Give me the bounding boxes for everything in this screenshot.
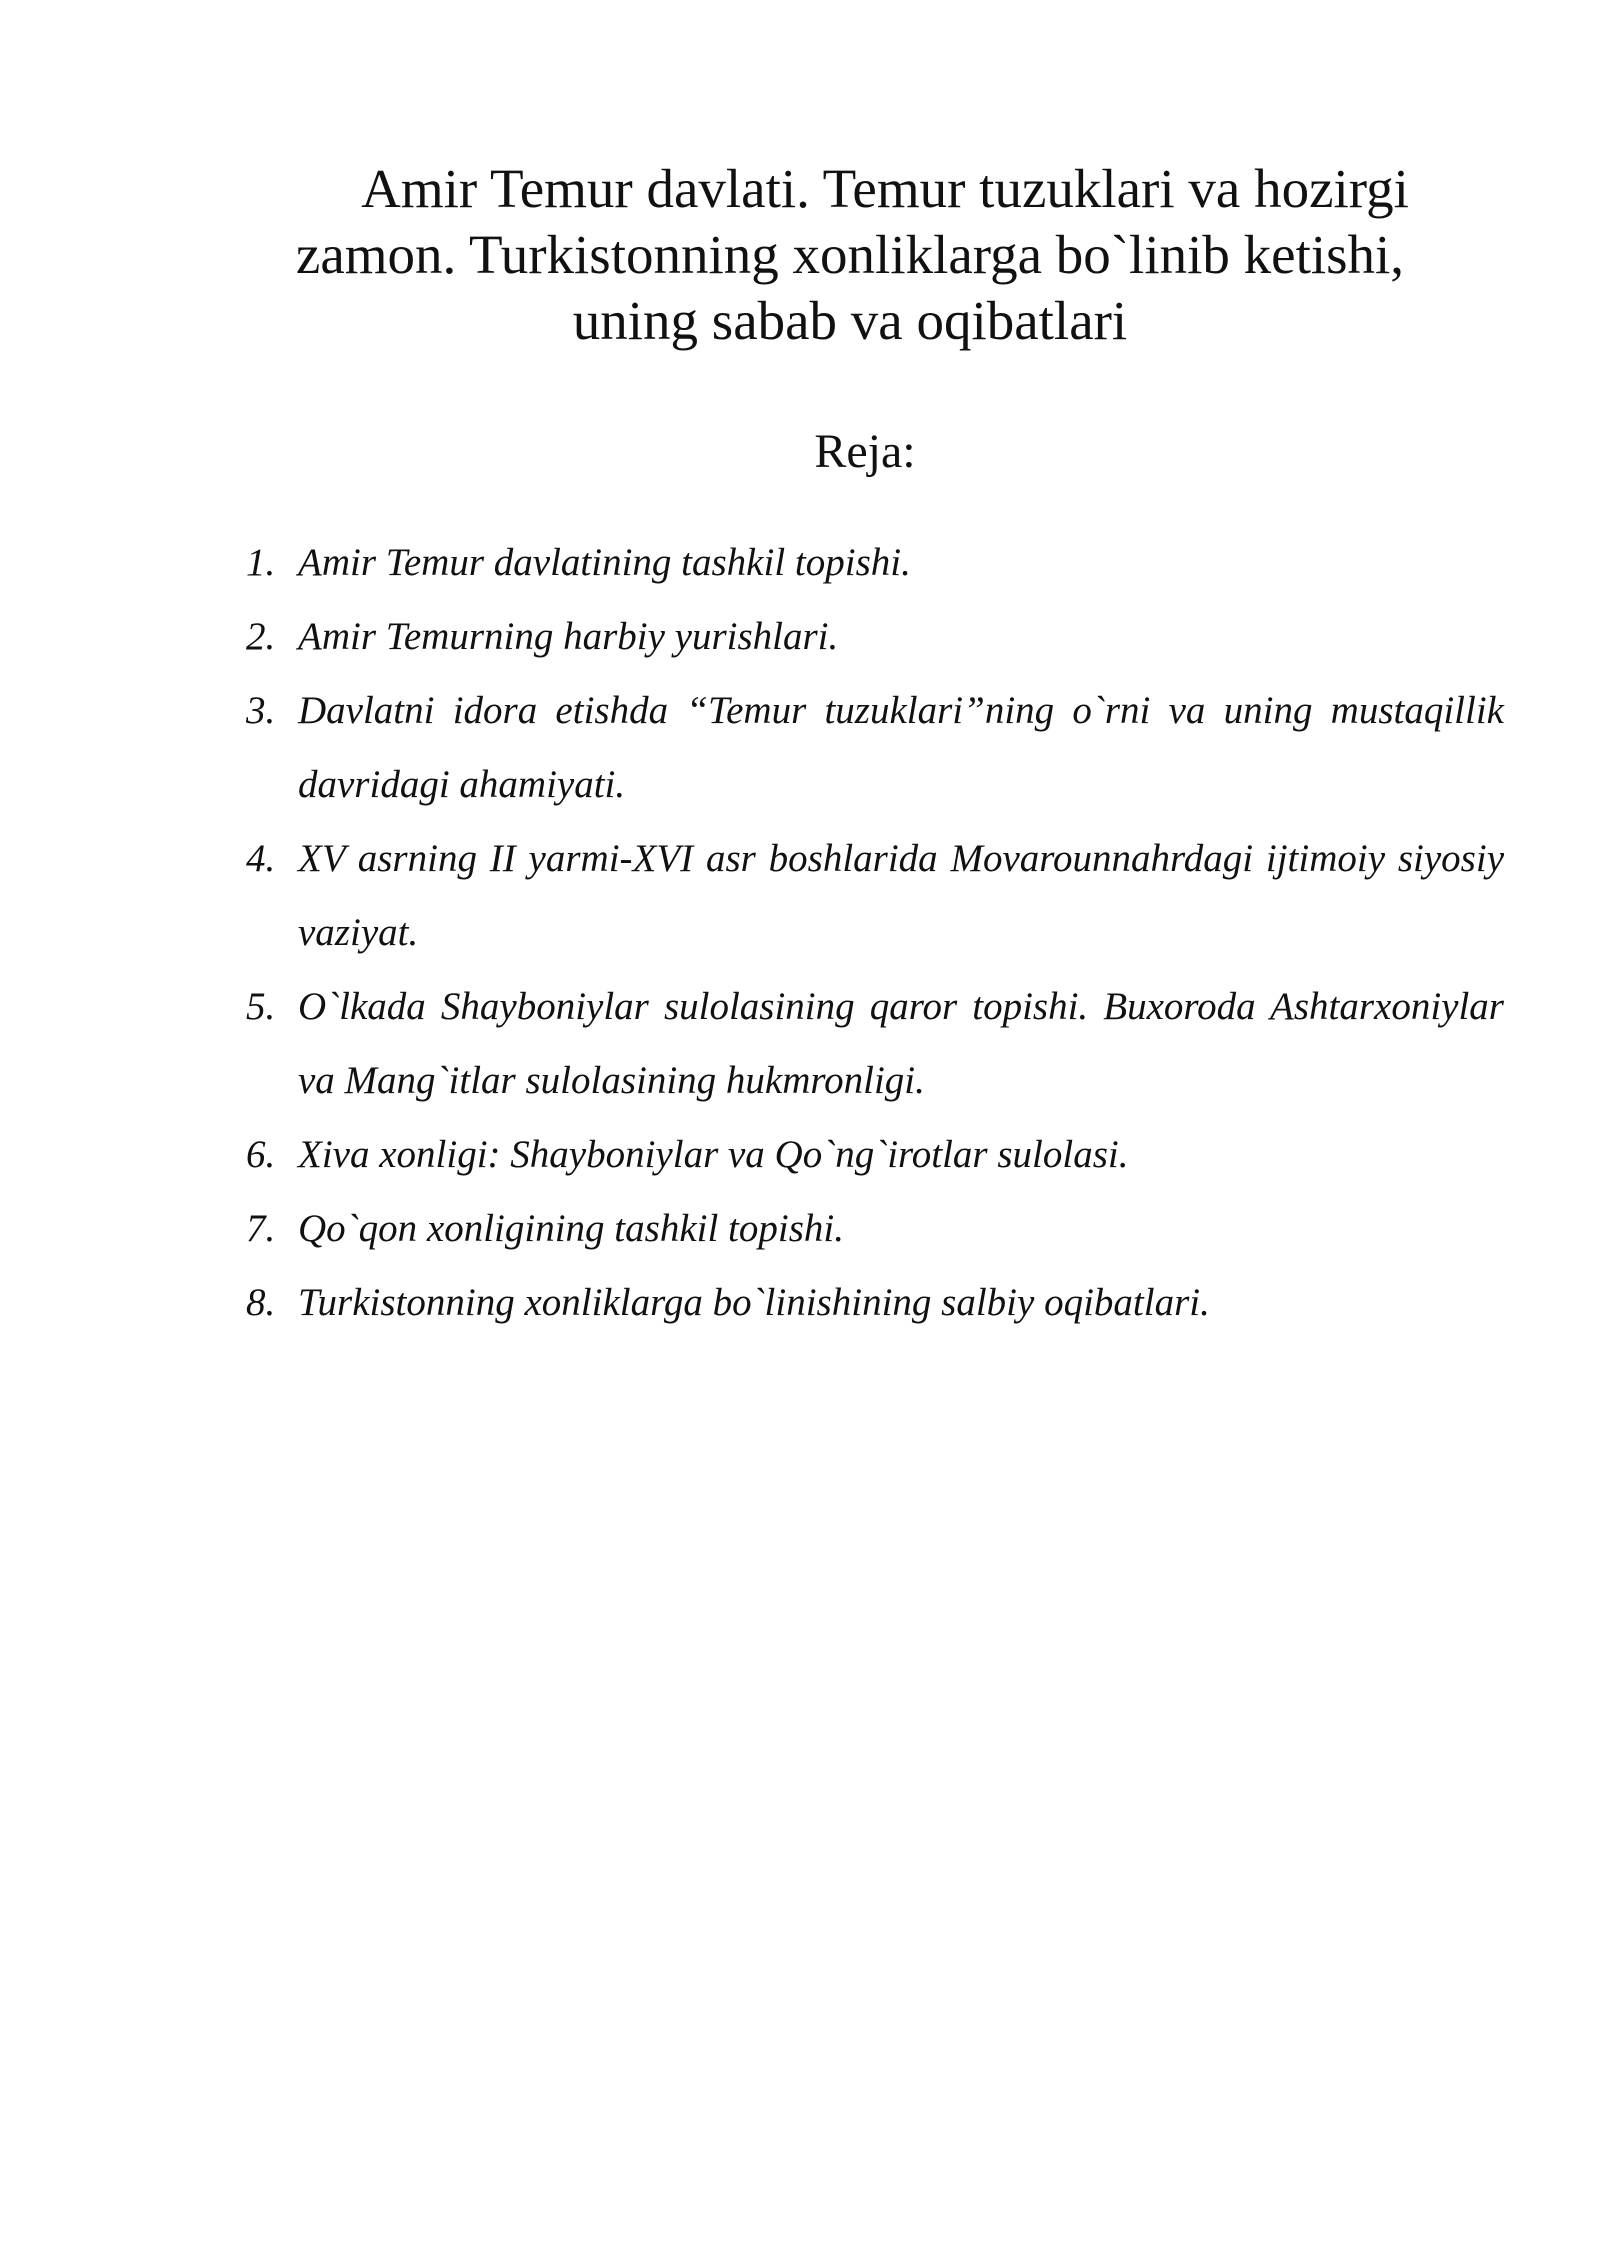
plan-item-text: Davlatni idora etishda “Temur tuzuklari”ning o`rni va uning mustaqillik davridagi ahamiyati.: [298, 689, 1504, 806]
title-line-1: Amir Temur davlati. Temur tuzuklari va hozirgi: [361, 158, 1409, 219]
plan-item-text: O`lkada Shayboniylar sulolasining qaror topishi. Buxoroda Ashtarxoniylar va Mang`itlar sulolasining hukmronligi.: [298, 985, 1504, 1102]
plan-item-number: 7.: [246, 1207, 276, 1250]
plan-item-number: 8.: [246, 1281, 276, 1324]
document-title: [240, 156, 1460, 354]
plan-item-2: [246, 600, 1504, 674]
title-line-3: uning sabab va oqibatlari: [572, 290, 1128, 351]
plan-item-number: 3.: [246, 689, 276, 732]
plan-item-number: 6.: [246, 1133, 276, 1176]
plan-item-text: Amir Temur davlatining tashkil topishi.: [298, 541, 911, 584]
plan-item-text: XV asrning II yarmi-XVI asr boshlarida Movarounnahrdagi ijtimoiy siyosiy vaziyat.: [298, 837, 1504, 954]
plan-item-text: Qo`qon xonligining tashkil topishi.: [298, 1207, 844, 1250]
plan-list: [246, 526, 1504, 1340]
plan-item-number: 5.: [246, 985, 276, 1028]
plan-item-text: Turkistonning xonliklarga bo`linishining salbiy oqibatlari.: [298, 1281, 1210, 1324]
plan-item-3: [246, 674, 1504, 822]
plan-heading: Reja:: [814, 425, 916, 478]
plan-item-number: 4.: [246, 837, 276, 880]
plan-item-1: [246, 526, 1504, 600]
plan-item-number: 2.: [246, 615, 276, 658]
plan-item-6: [246, 1118, 1504, 1192]
plan-item-text: Amir Temurning harbiy yurishlari.: [298, 615, 839, 658]
plan-item-8: [246, 1266, 1504, 1340]
title-line-2: zamon. Turkistonning xonliklarga bo`linib ketishi,: [295, 224, 1405, 285]
plan-item-5: [246, 970, 1504, 1118]
plan-item-number: 1.: [246, 541, 276, 584]
plan-item-text: Xiva xonligi: Shayboniylar va Qo`ng`irotlar sulolasi.: [298, 1133, 1129, 1176]
plan-item-7: [246, 1192, 1504, 1266]
plan-item-4: [246, 822, 1504, 970]
